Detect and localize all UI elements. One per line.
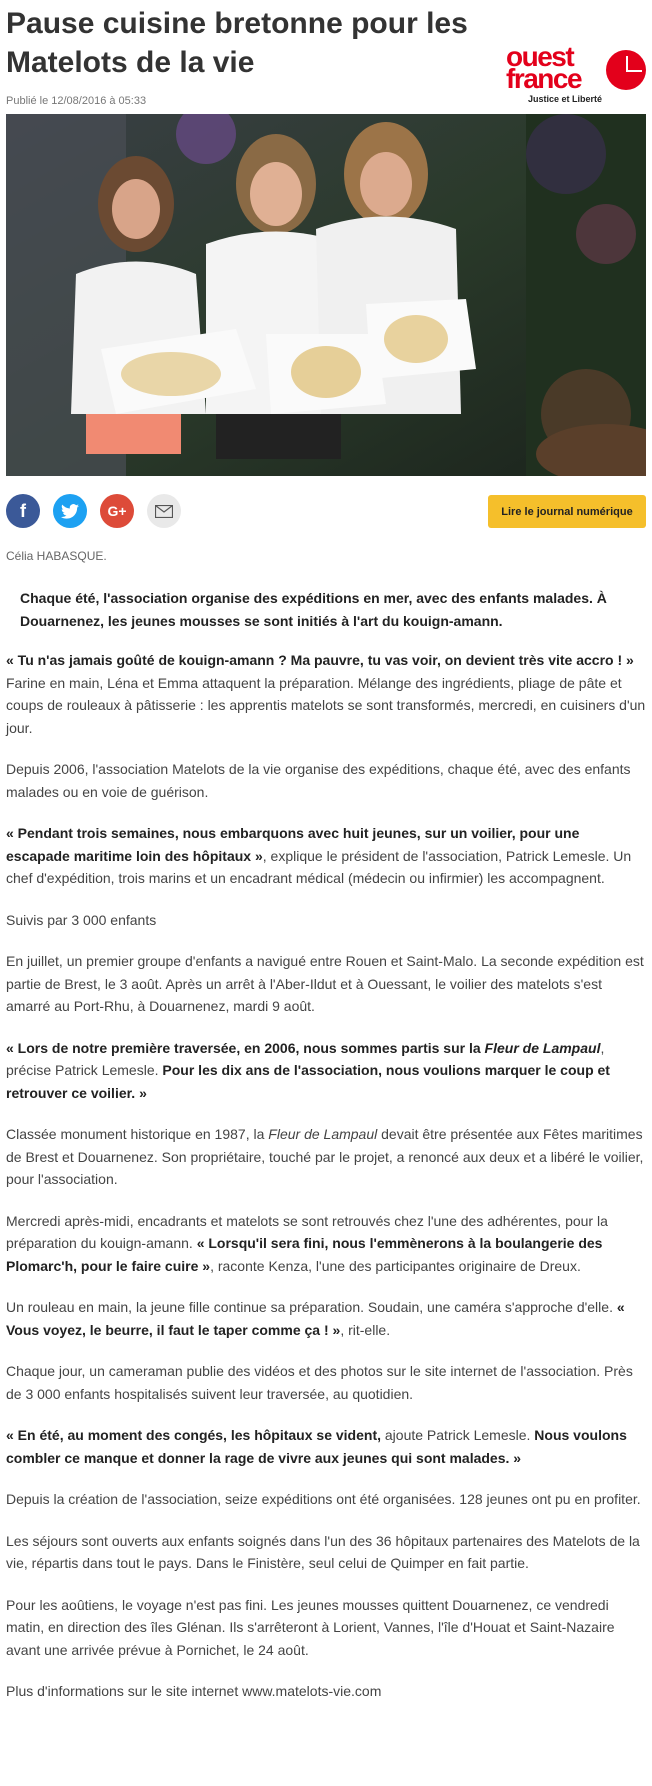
paragraph-3 [6, 822, 646, 890]
quote: « Lorsqu'il sera fini, nous l'emmènerons à la boulangerie des Plomarc'h, pour le faire cuire » [6, 1235, 603, 1274]
text: Un rouleau en main, la jeune fille continue sa préparation. Soudain, une caméra s'approche d'elle. [6, 1299, 617, 1315]
quote: « Tu n'as jamais goûté de kouign-amann ? Ma pauvre, tu vas voir, on devient très vite accro ! » [6, 652, 634, 668]
paragraph-13: Les séjours sont ouverts aux enfants soignés dans l'un des 36 hôpitaux partenaires des Matelots de la vie, répartis dans tout le pays. Dans le Finistère, seul celui de Quimper en fait partie. [6, 1532, 640, 1571]
paragraph-1 [6, 649, 646, 739]
twitter-icon [61, 504, 79, 519]
article-title: Pause cuisine bretonne pour les Matelots de la vie [6, 7, 468, 79]
paragraph-2: Depuis 2006, l'association Matelots de la vie organise des expéditions, chaque été, avec des enfants malades ou en voie de guérison. [6, 761, 631, 800]
paragraph-6 [6, 1037, 646, 1105]
paragraph-12: Depuis la création de l'association, seize expéditions ont été organisées. 128 jeunes ont pu en profiter. [6, 1491, 641, 1507]
logo-wordmark [506, 41, 582, 94]
logo-circle-icon [606, 50, 646, 90]
article-photo [6, 114, 646, 476]
quote: « Lors de notre première traversée, en 2006, nous sommes partis sur la [6, 1039, 485, 1056]
ouest-france-logo[interactable] [506, 41, 652, 106]
mail-share-button[interactable] [147, 494, 181, 528]
article-header [6, 0, 646, 112]
googleplus-share-button[interactable] [100, 494, 134, 528]
boat-name: Fleur de Lampaul [484, 1039, 601, 1056]
text: Classée monument historique en 1987, la [6, 1126, 269, 1142]
article-body [6, 649, 646, 1722]
envelope-icon [155, 505, 173, 518]
quote: Nous voulons combler ce manque et donner la rage de vivre aux jeunes qui sont malades. » [6, 1427, 627, 1466]
quote: « En été, au moment des congés, les hôpitaux se vident, [6, 1427, 381, 1443]
logo-line-1: ouest [506, 41, 574, 72]
facebook-share-button[interactable] [6, 494, 40, 528]
subheading: Suivis par 3 000 enfants [6, 911, 157, 928]
googleplus-icon: G+ [107, 503, 127, 519]
paragraph-7 [6, 1123, 646, 1191]
text: , explique le président de l'association, Patrick Lemesle. Un chef d'expédition, trois marins et un encadrant médical (médecin ou infirmier) les accompagnent. [6, 847, 632, 886]
paragraph-10: Chaque jour, un cameraman publie des vidéos et des photos sur le site internet de l'association. Près de 3 000 enfants hospitalisés suivent leur traversée, au quotidien. [6, 1363, 633, 1402]
logo-line-2: france [506, 63, 582, 94]
quote: « Pendant trois semaines, nous embarquons avec huit jeunes, sur un voilier, pour une escapade maritime loin des hôpitaux » [6, 825, 580, 864]
paragraph-9 [6, 1296, 646, 1341]
paragraph-14: Pour les aoûtiens, le voyage n'est pas fini. Les jeunes mousses quittent Douarnenez, ce vendredi matin, en direction des îles Glénan. Ils s'arrêteront à Lorient, Vannes, l'île d'Houat et Saint-Nazaire avant une arrivée prévue à Pornichet, le 24 août. [6, 1596, 615, 1658]
boat-name: Fleur de Lampaul [268, 1126, 378, 1142]
text: Farine en main, Léna et Emma attaquent la préparation. Mélange des ingrédients, pliage de pâte et coups de rouleaux à pâtisserie : les apprentis matelots se sont transformés, mercredi, en cuisiners d'un jour. [6, 674, 646, 736]
text: Mercredi après-midi, encadrants et matelots se sont retrouvés chez l'une des adhérentes, pour la préparation du kouign-amann. [6, 1212, 608, 1251]
article-author: Célia HABASQUE. [6, 549, 107, 563]
paragraph-8 [6, 1210, 646, 1278]
share-bar [6, 494, 646, 530]
paragraph-5: En juillet, un premier groupe d'enfants a navigué entre Rouen et Saint-Malo. La seconde expédition est partie de Brest, le 3 août. Après un arrêt à l'Aber-Ildut et à Ouessant, le voilier des matelots s'est amarré au Port-Rhu, à Douarnenez, mardi 9 août. [6, 953, 644, 1014]
paragraph-11 [6, 1424, 646, 1469]
read-digital-journal-button[interactable]: Lire le journal numérique [488, 495, 646, 528]
paragraph-15: Plus d'informations sur le site internet www.matelots-vie.com [6, 1683, 382, 1699]
quote: Pour les dix ans de l'association, nous voulions marquer le coup et retrouver ce voilier. » [6, 1062, 610, 1101]
publish-date: Publié le 12/08/2016 à 05:33 [6, 95, 147, 107]
quote: « Vous voyez, le beurre, il faut le taper comme ça ! » [6, 1299, 625, 1338]
text: , précise Patrick Lemesle. [6, 1039, 605, 1078]
logo-tagline: Justice et Liberté [528, 94, 603, 104]
facebook-icon: f [20, 500, 26, 521]
text: , rit-elle. [340, 1321, 391, 1338]
photo-three-girls-with-bread [6, 114, 646, 476]
article-lead: Chaque été, l'association organise des expéditions en mer, avec des enfants malades. À Douarnenez, les jeunes mousses se sont initiés à l'art du kouign-amann. [20, 590, 607, 629]
text: devait être présentée aux Fêtes maritimes de Brest et Douarnenez. Son propriétaire, touché par le projet, a renoncé aux deux et a libéré le voilier, pour l'association. [6, 1126, 644, 1187]
text: , raconte Kenza, l'une des participantes originaire de Dreux. [210, 1257, 581, 1274]
text: ajoute Patrick Lemesle. [381, 1427, 535, 1443]
twitter-share-button[interactable] [53, 494, 87, 528]
